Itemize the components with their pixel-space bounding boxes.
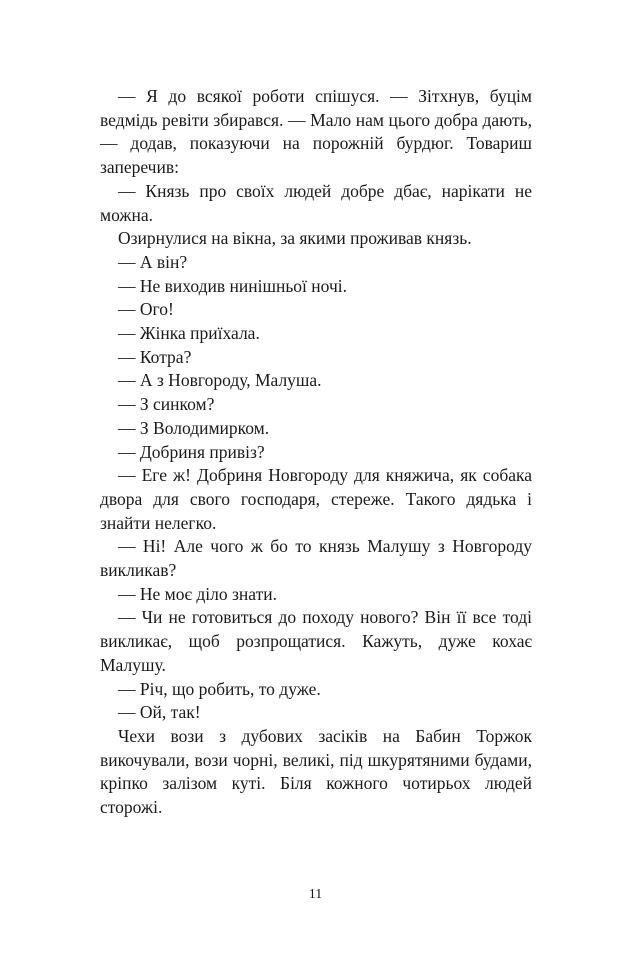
paragraph: — Я до всякої роботи спішуся. — Зітхнув, буцім ведмідь ревіти збирався. — Мало нам цього добра дають, — додав, показуючи на порожній бурдюг. Товариш заперечив: xyxy=(100,86,532,178)
paragraph: — Князь про своїх людей добре дбає, нарікати не можна. xyxy=(100,180,532,225)
paragraph: — Не виходив нинішньої ночі. xyxy=(118,275,347,296)
paragraph: — Ого! xyxy=(118,299,174,320)
paragraph: — З синком? xyxy=(118,394,215,415)
paragraph: — Котра? xyxy=(118,346,192,367)
page-number: 11 xyxy=(308,887,323,902)
paragraph: — Ой, так! xyxy=(118,702,201,723)
paragraph: — А він? xyxy=(118,251,188,272)
paragraph: — Чи не готовиться до походу нового? Він її все тоді викликає, щоб розпрощатися. Кажуть, дуже кохає Малушу. xyxy=(100,607,532,675)
paragraph: Чехи вози з дубових засіків на Бабин Торжок викочували, вози чорні, великі, під шкурятяними будами, кріпко залізом куті. Біля кожного чотирьох людей сторожі. xyxy=(100,725,532,818)
paragraph: — Ні! Але чого ж бо то князь Малушу з Новгороду викликав? xyxy=(100,536,532,581)
paragraph: — Добриня привіз? xyxy=(118,441,265,462)
paragraph: Озирнулися на вікна, за якими проживав князь. xyxy=(118,228,472,249)
paragraph: — Річ, що робить, то дуже. xyxy=(118,678,321,699)
paragraph: — Еге ж! Добриня Новгороду для княжича, як собака двора для свого господаря, стереже. Такого дядька і знайти нелегко. xyxy=(100,465,532,533)
paragraph: — Жінка приїхала. xyxy=(118,323,260,344)
paragraph: — Не моє діло знати. xyxy=(118,583,277,604)
body-text xyxy=(100,85,532,820)
paragraph: — З Володимирком. xyxy=(118,417,270,438)
paragraph: — А з Новгороду, Малуша. xyxy=(118,370,322,391)
